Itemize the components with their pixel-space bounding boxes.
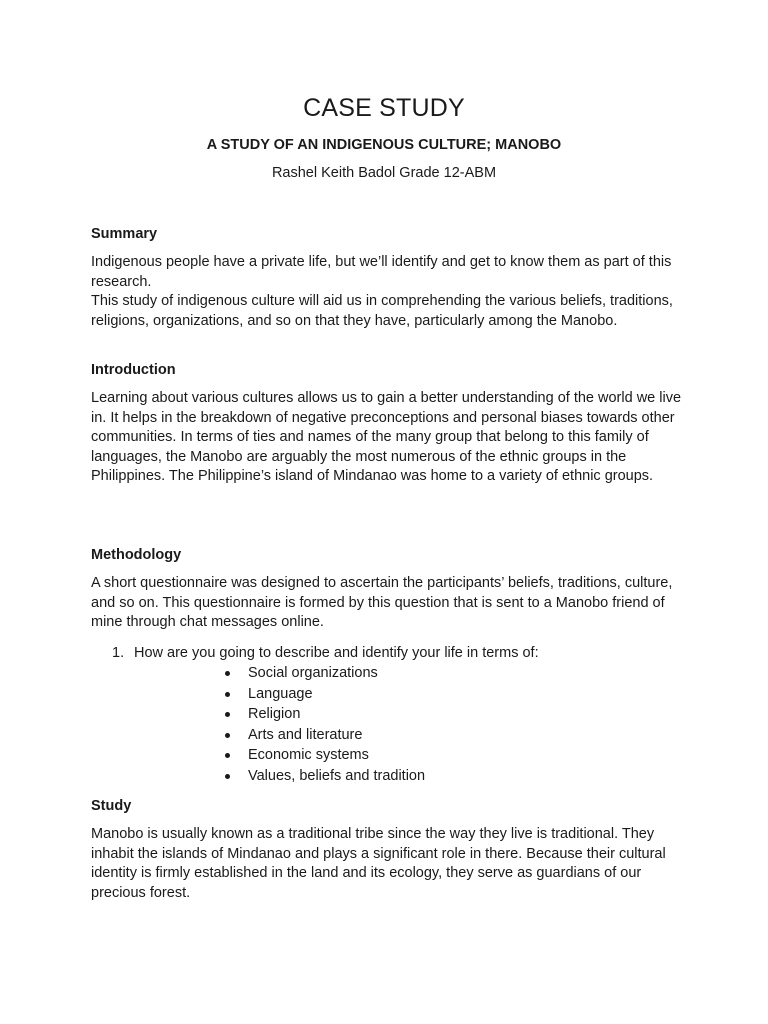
study-body bbox=[91, 825, 686, 903]
list-item: Economic systems bbox=[222, 745, 425, 766]
methodology-body bbox=[91, 574, 686, 633]
list-item: Language bbox=[222, 684, 425, 705]
bullet-icon bbox=[225, 774, 230, 779]
question-text: How are you going to describe and identify your life in terms of: bbox=[134, 645, 539, 661]
introduction-paragraph: Learning about various cultures allows us to gain a better understanding of the world we live in. It helps in the breakdown of negative preconceptions and personal biases towards other communities. In terms of ties and names of the many group that belong to this family of languages, the Manobo are arguably the most numerous of the ethnic groups in the Philippines. The Philippine’s island of Mindanao was home to a variety of ethnic groups. bbox=[91, 390, 682, 484]
bullet-icon bbox=[225, 712, 230, 717]
summary-paragraph-1: Indigenous people have a private life, but we’ll identify and get to know them as part of this research. bbox=[91, 254, 672, 290]
bullet-icon bbox=[225, 671, 230, 676]
question-item bbox=[112, 643, 539, 663]
introduction-heading: Introduction bbox=[91, 362, 176, 378]
document-subtitle: A STUDY OF AN INDIGENOUS CULTURE; MANOBO bbox=[206, 137, 562, 153]
methodology-heading: Methodology bbox=[91, 547, 182, 563]
list-item: Religion bbox=[222, 704, 425, 725]
document-author: Rashel Keith Badol Grade 12-ABM bbox=[271, 165, 497, 181]
question-topic-list bbox=[222, 663, 425, 787]
study-paragraph: Manobo is usually known as a traditional tribe since the way they live is traditional. They inhabit the islands of Mindanao and plays a significant role in there. Because their cultural identity is firmly established in the land and its ecology, they serve as guardians of our precious forest. bbox=[91, 826, 666, 901]
document-title: CASE STUDY bbox=[303, 94, 465, 122]
question-number: 1. bbox=[112, 645, 125, 661]
bullet-icon bbox=[225, 753, 230, 758]
list-item: Values, beliefs and tradition bbox=[222, 766, 425, 787]
introduction-body bbox=[91, 389, 686, 487]
study-heading: Study bbox=[91, 798, 132, 814]
summary-paragraph-2: This study of indigenous culture will aid us in comprehending the various beliefs, traditions, religions, organizations, and so on that they have, particularly among the Manobo. bbox=[91, 293, 673, 329]
list-item: Arts and literature bbox=[222, 725, 425, 746]
bullet-icon bbox=[225, 733, 230, 738]
list-item: Social organizations bbox=[222, 663, 425, 684]
bullet-icon bbox=[225, 692, 230, 697]
methodology-paragraph: A short questionnaire was designed to ascertain the participants’ beliefs, traditions, culture, and so on. This questionnaire is formed by this question that is sent to a Manobo friend of mine through chat messages online. bbox=[91, 575, 673, 630]
summary-body bbox=[91, 253, 686, 331]
summary-heading: Summary bbox=[91, 226, 158, 242]
